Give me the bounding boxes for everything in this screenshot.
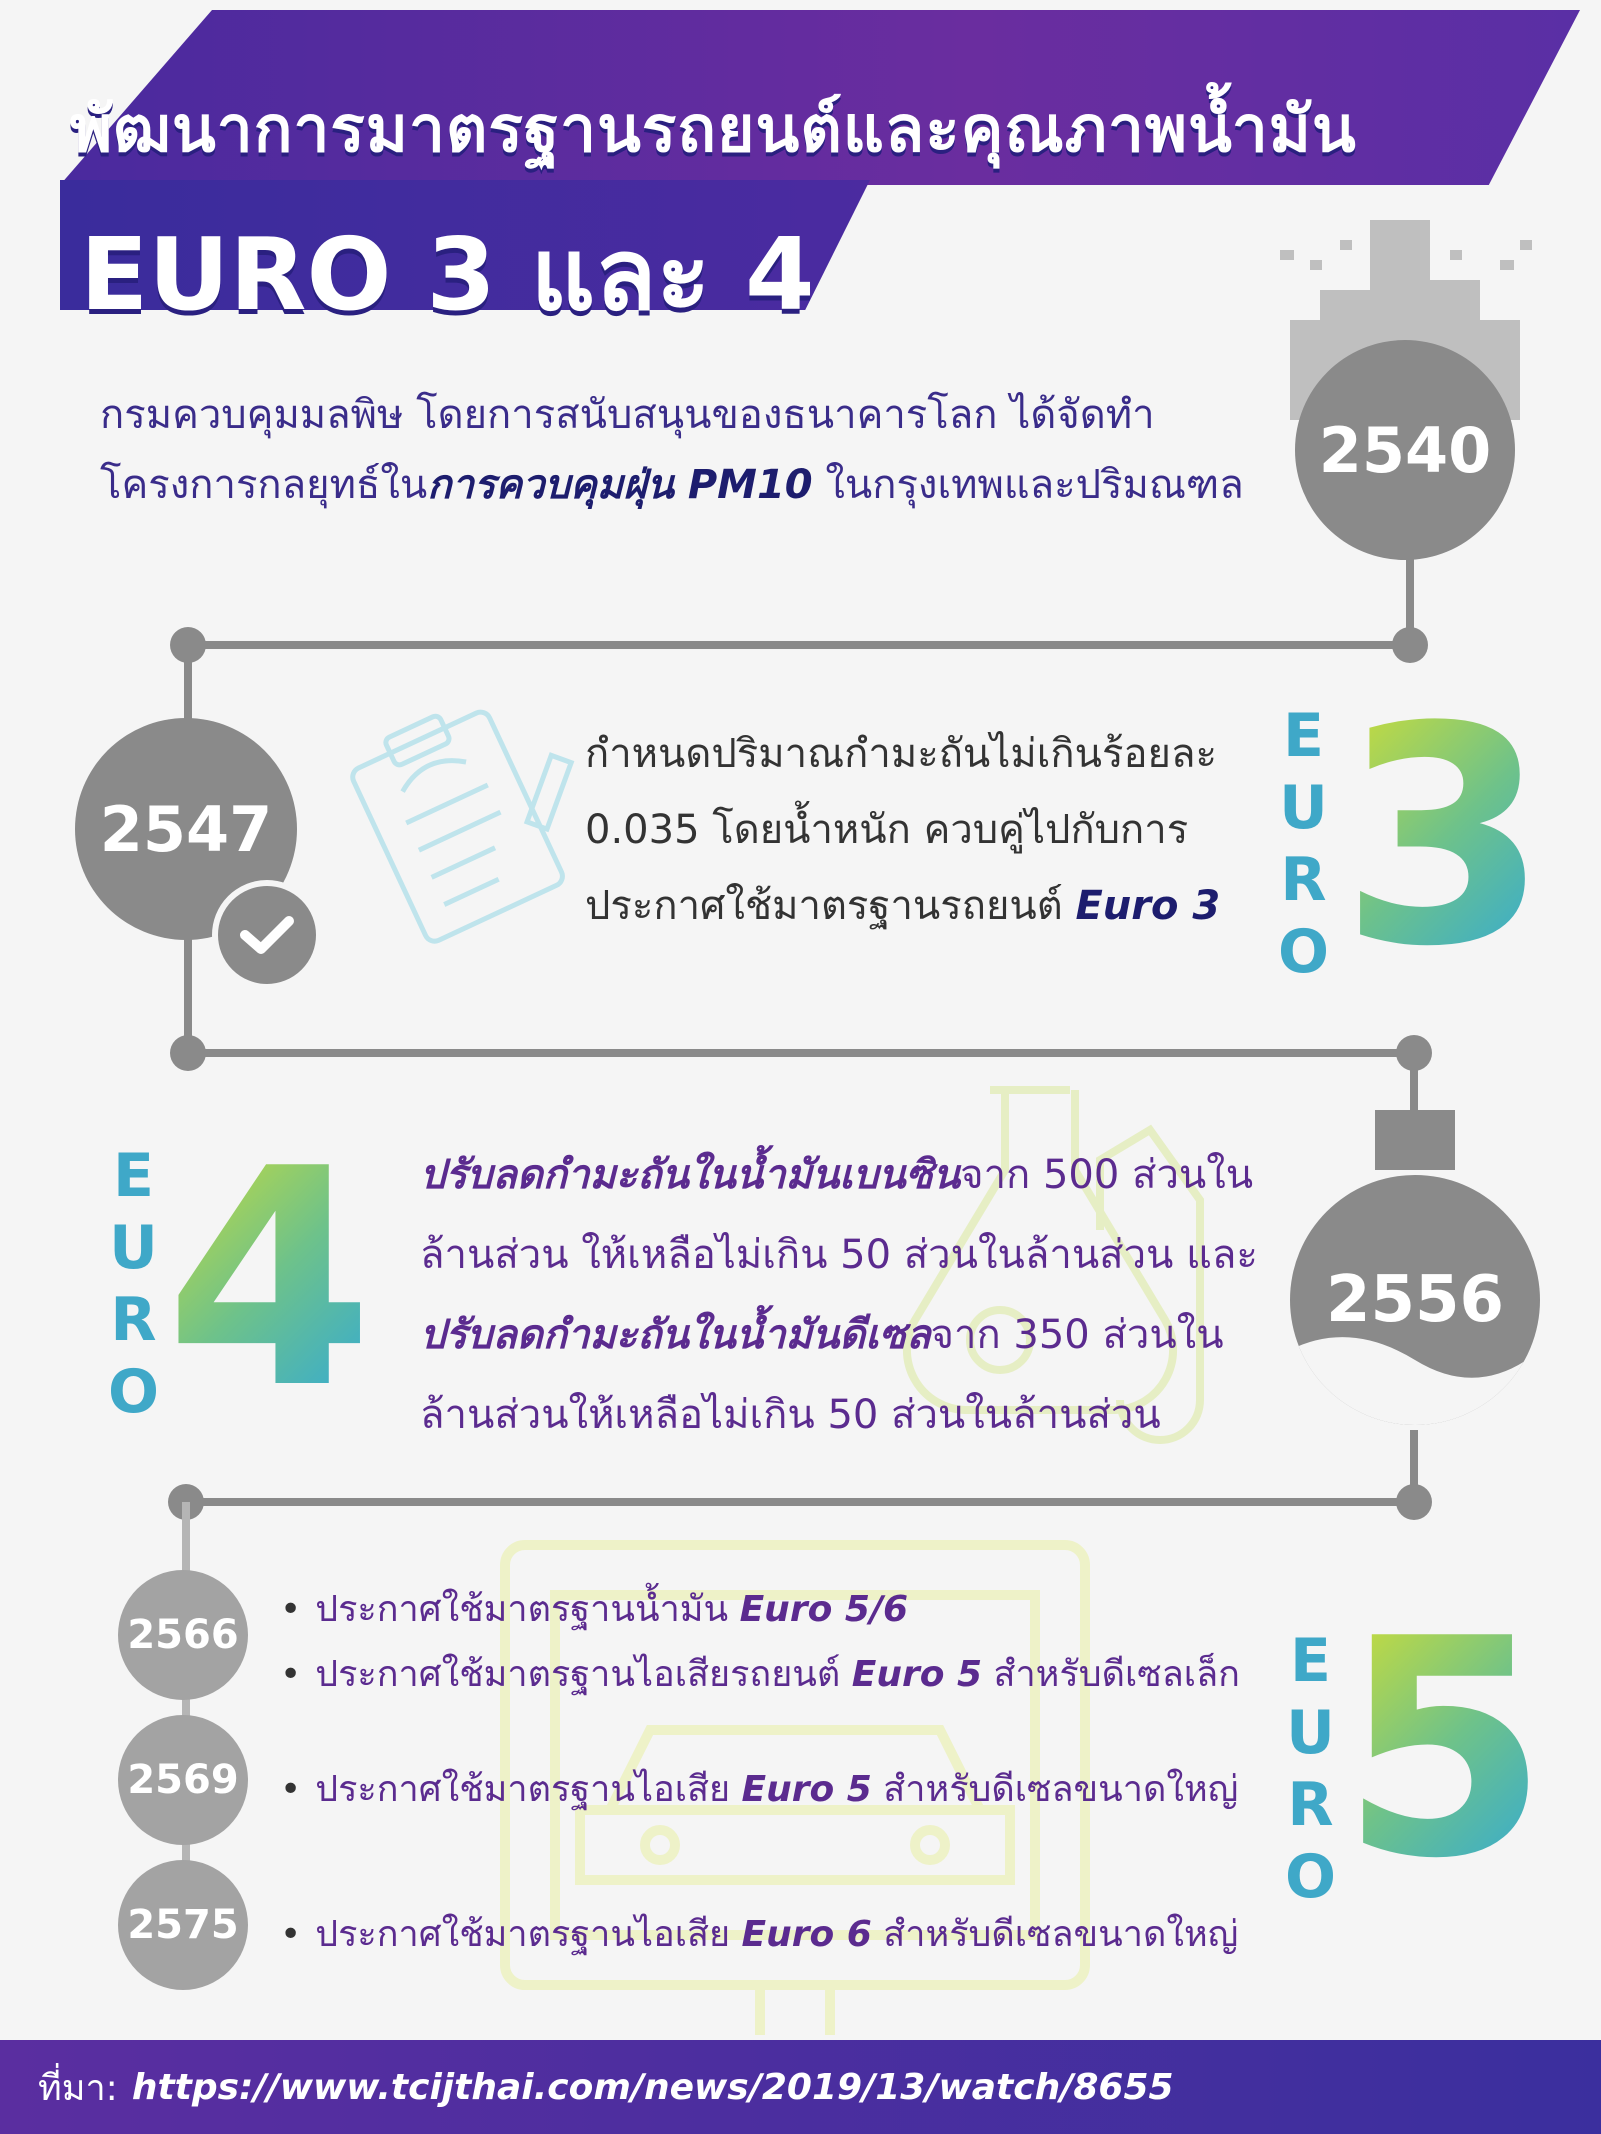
euro4-line1: ปรับลดกำมะถันในน้ำมันเบนซินจาก 500 ส่วนใน <box>420 1152 1254 1198</box>
timeline-dot <box>1396 1484 1432 1520</box>
timeline-line <box>186 1498 1410 1506</box>
timeline-dot <box>170 1035 206 1071</box>
bullet-icon: • <box>280 1654 302 1695</box>
year-circle-2547: 2547 <box>75 718 297 940</box>
euro4-word: E U R O <box>108 1141 160 1427</box>
euro4-line3: ปรับลดกำมะถันในน้ำมันดีเซลจาก 350 ส่วนใน <box>420 1312 1224 1358</box>
bullet-icon: • <box>280 1589 302 1630</box>
euro3-line2: 0.035 โดยน้ำหนัก ควบคู่ไปกับการ <box>585 807 1189 853</box>
intro-line2: โครงการกลยุทธ์ในการควบคุมฝุ่น PM10 ในกรุงเทพและปริมณฑล <box>100 462 1244 508</box>
euro5-bullet-4: • ประกาศใช้มาตรฐานไอเสีย Euro 6 สำหรับดีเซลขนาดใหญ่ <box>280 1914 1239 1955</box>
bullet-icon: • <box>280 1769 302 1810</box>
timeline-line <box>186 1049 1410 1057</box>
euro3-line3: ประกาศใช้มาตรฐานรถยนต์ Euro 3 <box>585 883 1221 929</box>
check-icon <box>212 880 322 990</box>
euro3-line1: กำหนดปริมาณกำมะถันไม่เกินร้อยละ <box>585 731 1217 777</box>
bullet-icon: • <box>280 1914 302 1955</box>
euro4-number: 4 <box>165 1105 374 1454</box>
euro5-bullet-1: • ประกาศใช้มาตรฐานน้ำมัน Euro 5/6 <box>280 1589 909 1630</box>
year-circle-2575: 2575 <box>118 1860 248 1990</box>
euro3-number: 3 <box>1340 663 1549 1012</box>
year-circle-2540: 2540 <box>1295 340 1515 560</box>
timeline-line <box>186 641 1410 649</box>
euro4-text <box>420 1135 1300 1455</box>
euro3-word: E U R O <box>1278 701 1330 987</box>
page-title: พัฒนาการมาตรฐานรถยนต์และคุณภาพน้ำมัน <box>70 93 1357 167</box>
euro4-line2: ล้านส่วน ให้เหลือไม่เกิน 50 ส่วนในล้านส่วน และ <box>420 1232 1258 1278</box>
clipboard-icon <box>330 690 590 950</box>
euro5-bullet-2: • ประกาศใช้มาตรฐานไอเสียรถยนต์ Euro 5 สำหรับดีเซลเล็ก <box>280 1654 1240 1695</box>
page-subtitle: EURO 3 และ 4 <box>80 216 815 333</box>
euro5-bullet-3: • ประกาศใช้มาตรฐานไอเสีย Euro 5 สำหรับดีเซลขนาดใหญ่ <box>280 1769 1239 1810</box>
intro-line1: กรมควบคุมมลพิษ โดยการสนับสนุนของธนาคารโลก ได้จัดทำ <box>100 392 1155 438</box>
year-circle-2556: 2556 <box>1325 1263 1505 1337</box>
euro5-number: 5 <box>1340 1575 1549 1924</box>
year-circle-2566: 2566 <box>118 1570 248 1700</box>
euro3-text <box>585 716 1245 944</box>
euro4-line4: ล้านส่วนให้เหลือไม่เกิน 50 ส่วนในล้านส่วน <box>420 1392 1161 1438</box>
year-circle-2569: 2569 <box>118 1715 248 1845</box>
intro-text <box>100 380 1280 520</box>
footer <box>0 2040 1601 2134</box>
source-label: ที่มา: <box>38 2067 118 2109</box>
euro5-word: E U R O <box>1285 1626 1337 1912</box>
source-link[interactable]: https://www.tcijthai.com/news/2019/13/watch/8655 <box>131 2066 1174 2108</box>
